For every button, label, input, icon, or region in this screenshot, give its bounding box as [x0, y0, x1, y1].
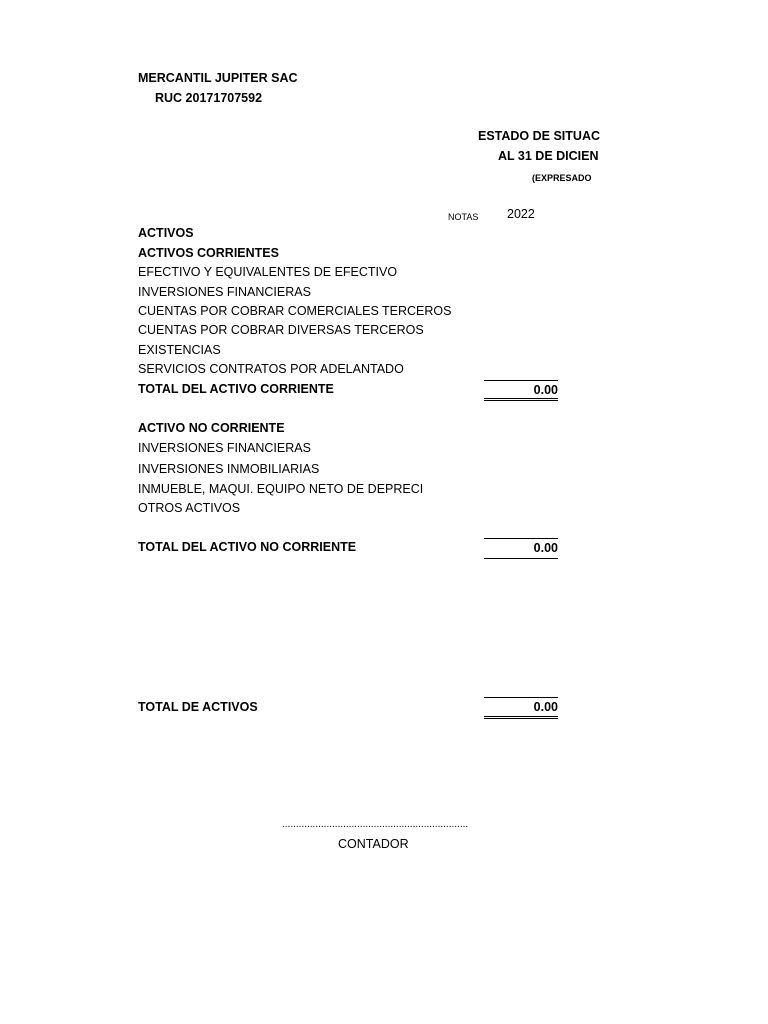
line-item: EFECTIVO Y EQUIVALENTES DE EFECTIVO	[138, 265, 398, 279]
line-item: INMUEBLE, MAQUI. EQUIPO NETO DE DEPRECI	[138, 482, 424, 496]
double-underline	[484, 716, 558, 719]
line-item: CUENTAS POR COBRAR COMERCIALES TERCEROS	[138, 304, 452, 318]
section-activos: ACTIVOS	[138, 226, 194, 240]
report-date: AL 31 DE DICIEN	[498, 149, 599, 163]
line-item: SERVICIOS CONTRATOS POR ADELANTADO	[138, 362, 404, 376]
total-activos-label: TOTAL DE ACTIVOS	[138, 700, 258, 714]
section-activos-corrientes: ACTIVOS CORRIENTES	[138, 246, 279, 260]
total-activos-value: 0.00	[484, 697, 558, 715]
line-item: INVERSIONES FINANCIERAS	[138, 285, 311, 299]
line-item: INVERSIONES FINANCIERAS	[138, 441, 311, 455]
total-activo-no-corriente-label: TOTAL DEL ACTIVO NO CORRIENTE	[138, 540, 357, 554]
line-item: OTROS ACTIVOS	[138, 501, 241, 515]
year-column-header: 2022	[507, 207, 535, 221]
single-underline	[484, 558, 558, 559]
section-activo-no-corriente: ACTIVO NO CORRIENTE	[138, 421, 285, 435]
line-item: EXISTENCIAS	[138, 343, 221, 357]
company-name: MERCANTIL JUPITER SAC	[138, 71, 298, 85]
signature-line: ...................................................................	[282, 819, 469, 830]
signature-label: CONTADOR	[338, 837, 409, 851]
notas-column-header: NOTAS	[448, 212, 479, 222]
total-activo-no-corriente-value: 0.00	[484, 538, 558, 556]
company-ruc: RUC 20171707592	[155, 91, 263, 105]
double-underline	[484, 398, 558, 401]
line-item: CUENTAS POR COBRAR DIVERSAS TERCEROS	[138, 323, 424, 337]
total-activo-corriente-value: 0.00	[484, 380, 558, 398]
report-title: ESTADO DE SITUAC	[478, 129, 600, 143]
report-currency: (EXPRESADO	[532, 173, 592, 183]
total-activo-corriente-label: TOTAL DEL ACTIVO CORRIENTE	[138, 382, 334, 396]
line-item: INVERSIONES INMOBILIARIAS	[138, 462, 320, 476]
